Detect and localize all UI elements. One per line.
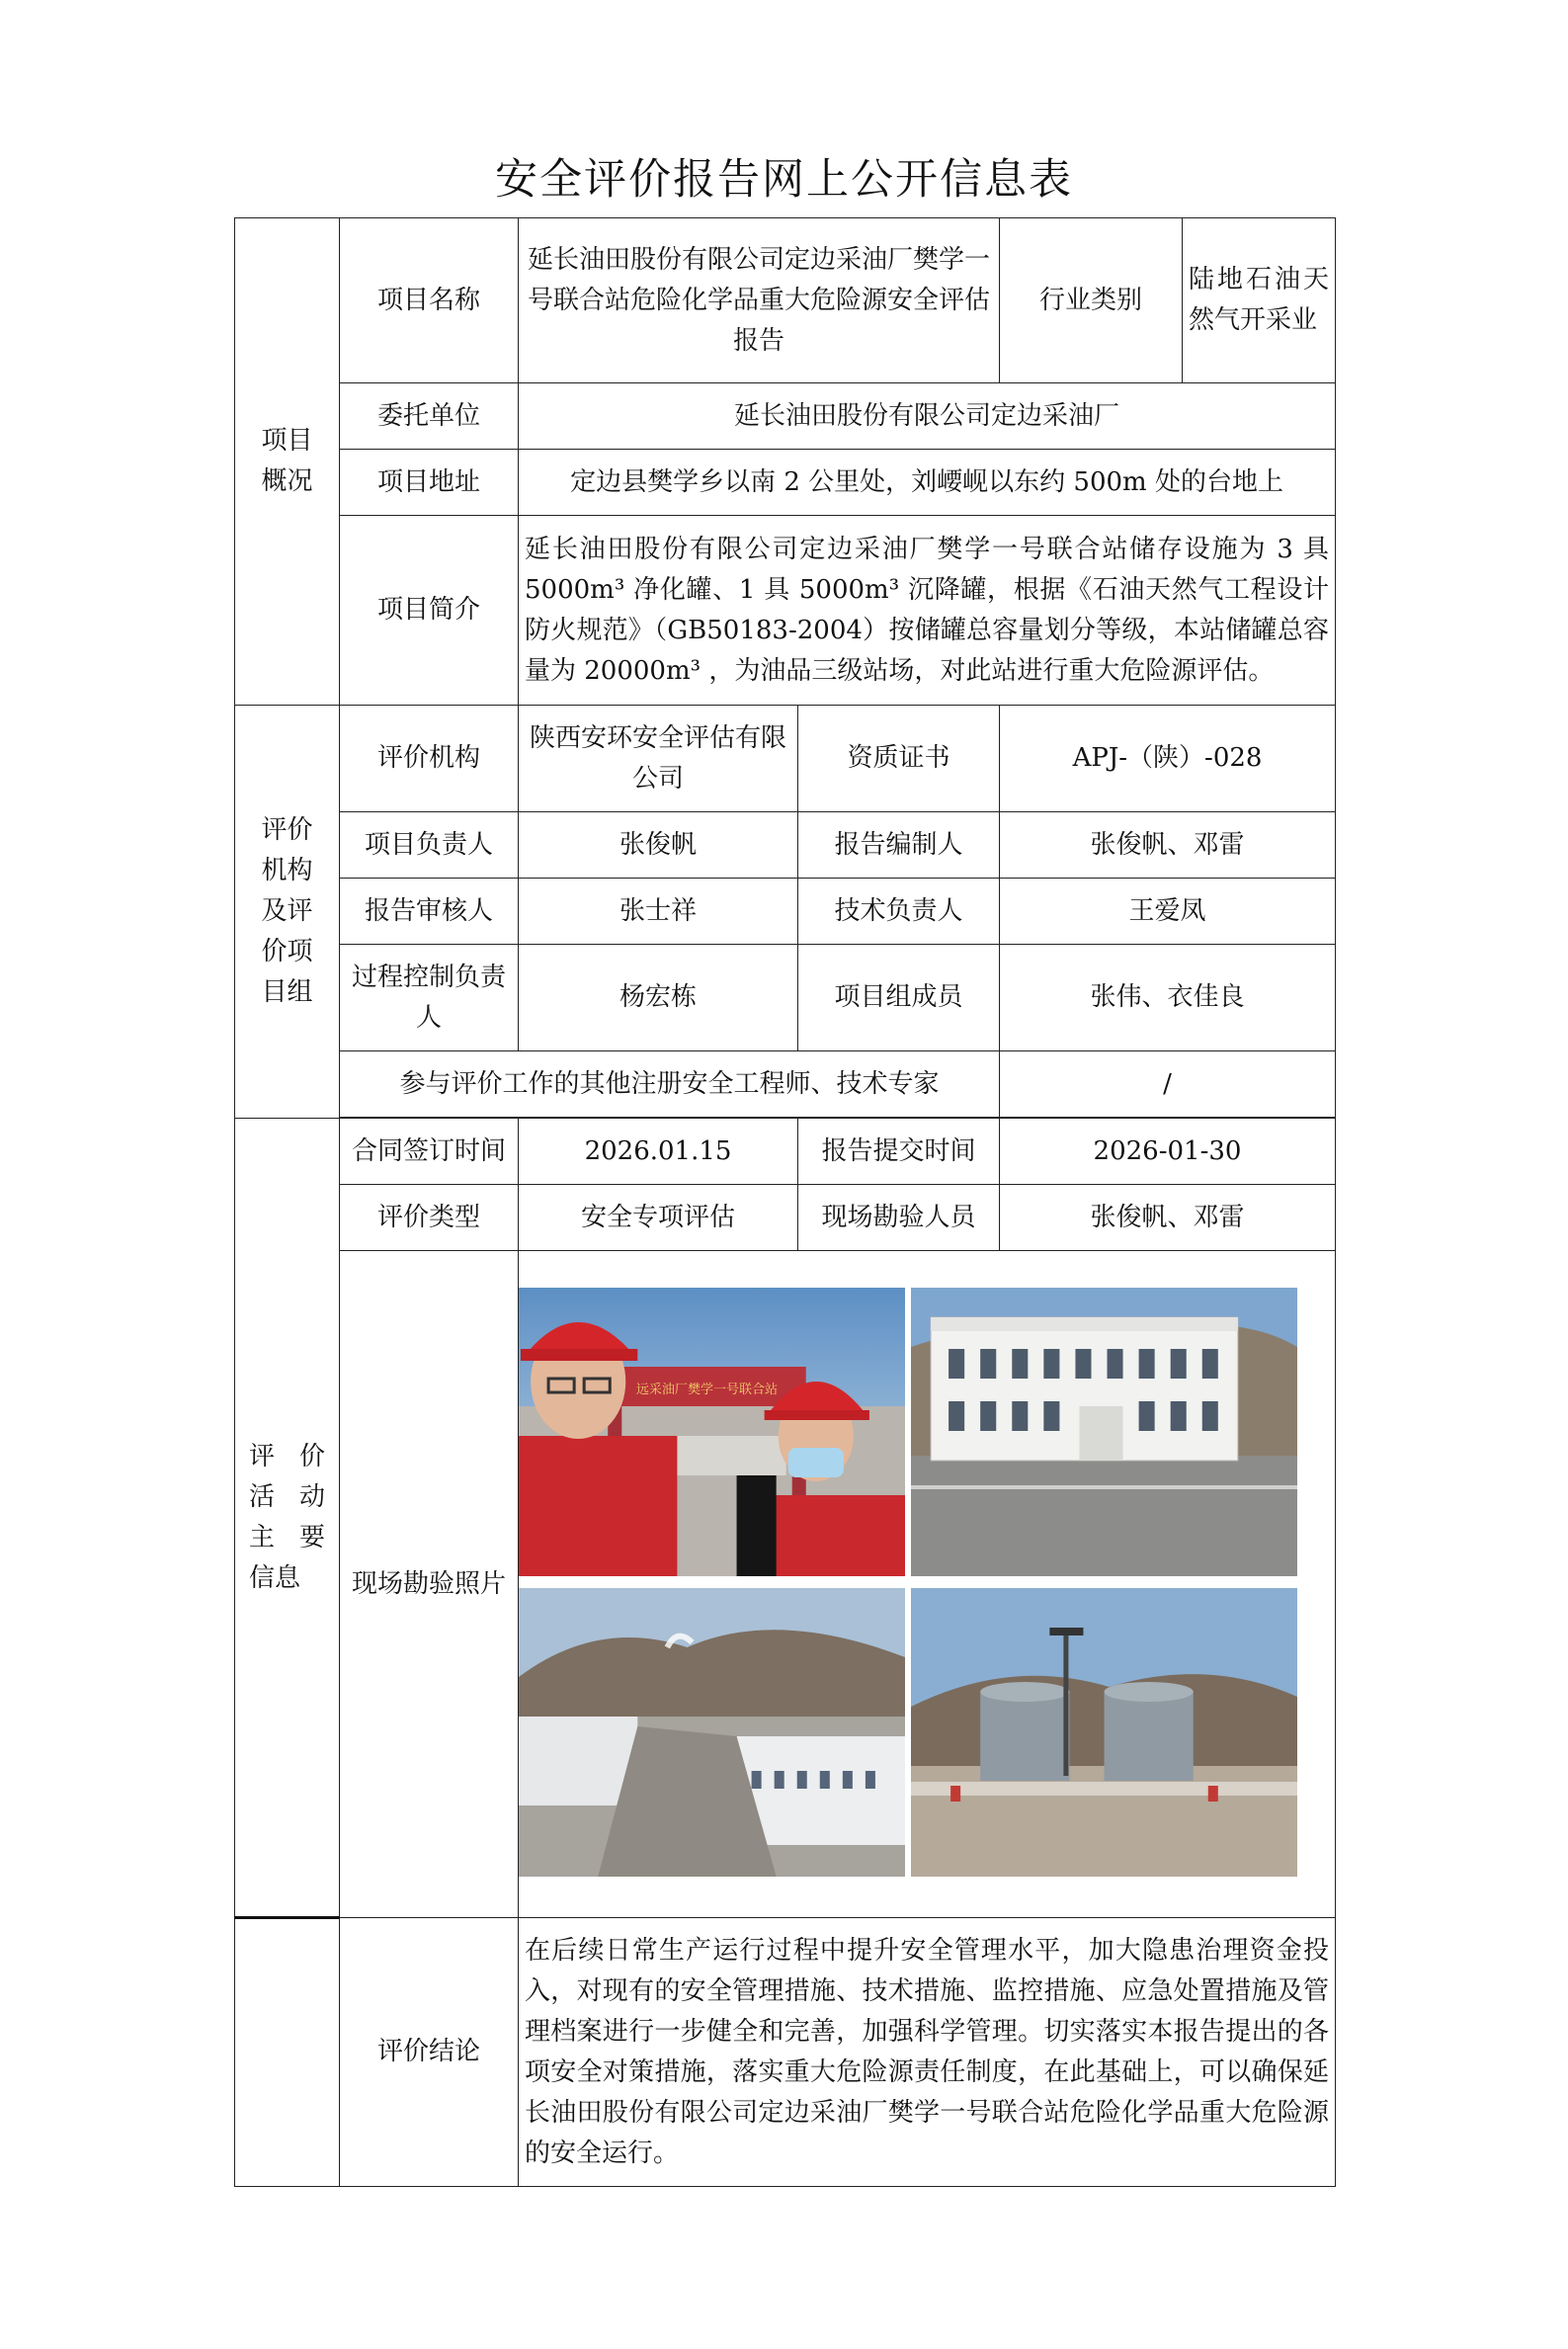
contract-label: 合同签订时间 [340, 1119, 519, 1185]
leader-label: 项目负责人 [340, 812, 519, 879]
surveyor-label: 现场勘验人员 [798, 1185, 1000, 1251]
site-photo-workers [519, 1288, 905, 1576]
page-title: 安全评价报告网上公开信息表 [495, 155, 1073, 205]
gate-sign: 远采油厂樊学一号联合站 [635, 1383, 779, 1397]
info-table [234, 217, 1336, 2187]
tech-label: 技术负责人 [798, 879, 1000, 945]
author: 张俊帆、邓雷 [1000, 812, 1336, 879]
client-label: 委托单位 [340, 383, 519, 450]
tech: 王爱凤 [1000, 879, 1336, 945]
site-photo-station-overview [519, 1588, 905, 1877]
address-label: 项目地址 [340, 450, 519, 516]
section-overview: 项目 概况 [235, 218, 340, 706]
eval-type-label: 评价类型 [340, 1185, 519, 1251]
industry-label: 行业类别 [1000, 218, 1183, 383]
contract: 2026.01.15 [519, 1119, 798, 1185]
cert-label: 资质证书 [798, 706, 1000, 812]
project-name-label: 项目名称 [340, 218, 519, 383]
leader: 张俊帆 [519, 812, 798, 879]
process: 杨宏栋 [519, 945, 798, 1051]
summary: 延长油田股份有限公司定边采油厂樊学一号联合站储存设施为 3 具 5000m³ 净化罐、1 具 5000m³ 沉降罐，根据《石油天然气工程设计防火规范》（GB50183-2004）按储罐总容量划分等级，本站储罐总容量为 20000m³ ，为油品三级站场，对此站进行重大危险源评估。 [519, 516, 1336, 706]
reviewer-label: 报告审核人 [340, 879, 519, 945]
submit-label: 报告提交时间 [798, 1119, 1000, 1185]
reviewer: 张士祥 [519, 879, 798, 945]
photo-cell [519, 1251, 1336, 1918]
project-name: 延长油田股份有限公司定边采油厂樊学一号联合站危险化学品重大危险源安全评估报告 [519, 218, 1000, 383]
conclusion-label: 评价结论 [340, 1918, 519, 2187]
photos-label: 现场勘验照片 [340, 1251, 519, 1918]
industry: 陆地石油天然气开采业 [1183, 218, 1336, 383]
cert: APJ-（陕）-028 [1000, 706, 1336, 812]
author-label: 报告编制人 [798, 812, 1000, 879]
surveyor: 张俊帆、邓雷 [1000, 1185, 1336, 1251]
org: 陕西安环安全评估有限公司 [519, 706, 798, 812]
members: 张伟、衣佳良 [1000, 945, 1336, 1051]
submit: 2026-01-30 [1000, 1119, 1336, 1185]
org-label: 评价机构 [340, 706, 519, 812]
others: / [1000, 1051, 1336, 1118]
eval-type: 安全专项评估 [519, 1185, 798, 1251]
address: 定边县樊学乡以南 2 公里处，刘崾岘以东约 500m 处的台地上 [519, 450, 1336, 516]
section-team: 评价机构及评价项目组 [235, 706, 340, 1119]
site-photo-storage-tanks [911, 1588, 1297, 1877]
client: 延长油田股份有限公司定边采油厂 [519, 383, 1336, 450]
section-activity: 评价活动主要信息 [235, 1119, 340, 1918]
photo-grid [519, 1280, 1297, 1888]
summary-label: 项目简介 [340, 516, 519, 706]
process-label: 过程控制负责人 [340, 945, 519, 1051]
conclusion-text: 在后续日常生产运行过程中提升安全管理水平，加大隐患治理资金投入，对现有的安全管理措施、技术措施、监控措施、应急处置措施及管理档案进行一步健全和完善，加强科学管理。切实落实本报告提出的各项安全对策措施，落实重大危险源责任制度，在此基础上，可以确保延长油田股份有限公司定边采油厂樊学一号联合站危险化学品重大危险源的安全运行。 [519, 1918, 1336, 2187]
site-photo-office-building [911, 1288, 1297, 1576]
others-label: 参与评价工作的其他注册安全工程师、技术专家 [340, 1051, 1000, 1118]
members-label: 项目组成员 [798, 945, 1000, 1051]
